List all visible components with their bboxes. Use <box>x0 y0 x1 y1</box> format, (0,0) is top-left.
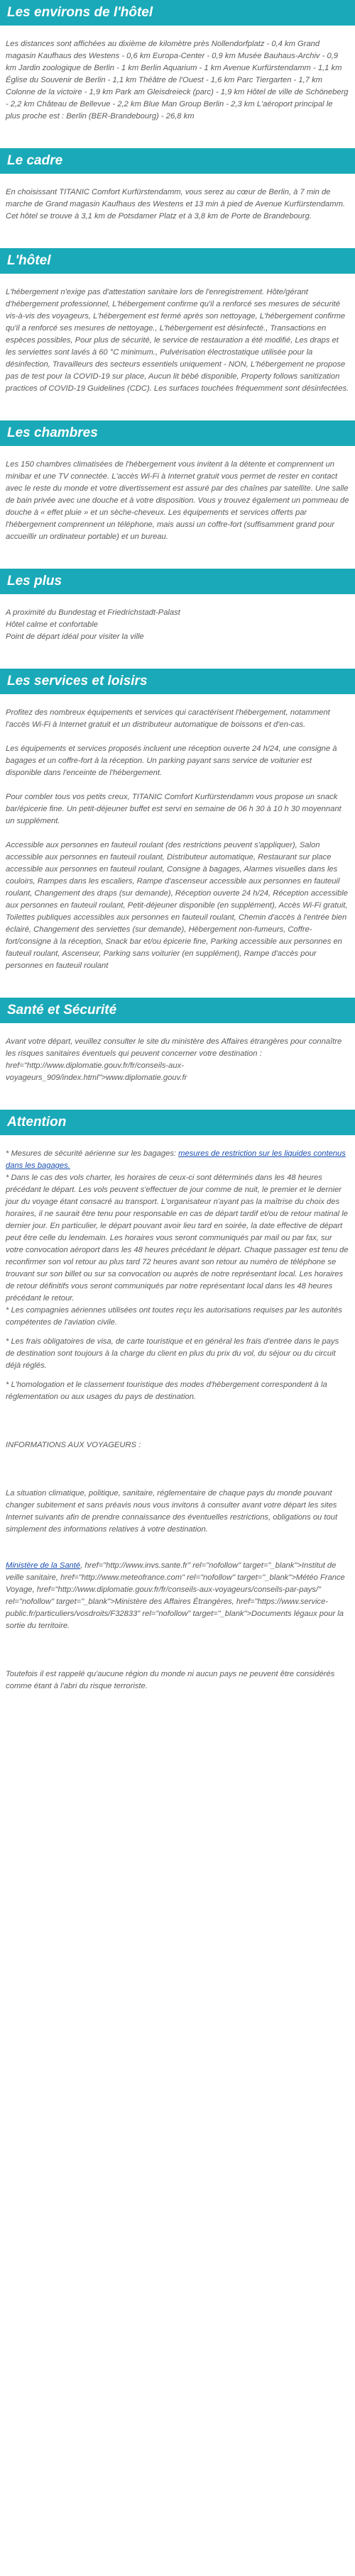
ministere-sante-link[interactable]: Ministère de la Santé <box>6 1561 81 1570</box>
section-title: Santé et Sécurité <box>0 998 355 1023</box>
section-plus <box>0 569 355 669</box>
section-services <box>0 669 355 998</box>
section-cadre <box>0 148 355 248</box>
chambres-text: Les 150 chambres climatisées de l'hébergement vous invitent à la détente et comprennent un minibar et une TV connectée. L'accès Wi-Fi à Internet gratuit vous permet de rester en contact avec le reste du monde et votre divertissement est assuré par des chaînes par satellite. Une salle de bain privée avec une douche et à votre disposition. Vous y trouvez également un pommeau de douche à « effet pluie » et un sèche-cheveux. Les équipements et services offerts par l'hébergement comprennent un téléphone, mais aussi un coffre-fort (suffisamment grand pour accueillir un ordinateur portable) et un bureau. <box>6 460 349 541</box>
services-paragraph: Les équipements et services proposés incluent une réception ouverte 24 h/24, une consigne à bagages et un coffre-fort à la réception. Un parking payant sans service de voiturier est disponible dans l'enceinte de l'hébergement. <box>6 745 337 777</box>
attention-airlines: * Les compagnies aériennes utilisées ont toutes reçu les autorisations requises par les autorités compétentes de l'aviation civile. <box>6 1306 342 1327</box>
environs-text: Les distances sont affichées au dixième de kilomètre près Nollendorfplatz - 0,4 km Grand magasin Kaufhaus des Westens - 0,6 km Europa-Center - 0,9 km Musée Bauhaus-Archiv - 0,9 km Jardin zoologique de Berlin - 1 km Berlin Aquarium - 1 km Avenue Kurfürstendamm - 1,1 km Église du Souvenir de Berlin - 1,1 km Théâtre de l'Ouest - 1,6 km Parc Tiergarten - 1,7 km Colonne de la victoire - 1,9 km Park am Gleisdreieck (parc) - 1,9 km Hôtel de ville de Schöneberg - 2,2 km Château de Bellevue - 2,2 km Blue Man Group Berlin - 2,3 km L'aéroport principal le plus proche est : Berlin (BER-Brandebourg) - 26,8 km <box>6 40 349 121</box>
section-title: Les chambres <box>0 420 355 446</box>
plus-line: A proximité du Bundestag et Friedrichstadt-Palast <box>6 608 180 617</box>
section-environs <box>0 0 355 148</box>
attention-classification: * L'homologation et le classement touristique des modes d'hébergement correspondent à la réglementation ou aux usages du pays de destination. <box>6 1381 327 1401</box>
section-title: Les services et loisirs <box>0 669 355 694</box>
section-chambres <box>0 420 355 569</box>
attention-terrorism: Toutefois il est rappelé qu'aucune région du monde ni aucun pays ne peuvent être considérés comme étant à l'abri du risque terroriste. <box>6 1670 335 1690</box>
section-title: Attention <box>0 1110 355 1135</box>
section-title: Le cadre <box>0 148 355 174</box>
attention-charter: * Dans le cas des vols charter, les horaires de ceux-ci sont déterminés dans les 48 heures précédant le départ. Les vols peuvent s'effectuer de jour comme de nuit, le premier et le dernier jour du voyage étant consacré au transport. L'organisateur n'ayant pas la maîtrise du choix des horaires, il ne saurait être tenu pour responsable en cas de départ tardif et/ou de retour matinal le dernier jour. En particulier, le départ pouvant avoir lieu tard en soirée, la date effective de départ peut être celle du lendemain. Les horaires vous seront communiqués par mail ou par fax, sur votre convocation aéroport dans les 48 heures précédant le départ. Chaque passager est tenu de reconfirmer son vol retour au plus tard 72 heures avant son retour au numéro de téléphone se trouvant sur son billet ou sur sa convocation ou auprès de notre représentant local. Les horaires de retour définitifs vous seront communiqués par notre représentant local dans les 48 heures précédant le retour. <box>6 1173 349 1303</box>
infos-heading: INFORMATIONS AUX VOYAGEURS : <box>6 1441 141 1449</box>
plus-line: Point de départ idéal pour visiter la ville <box>6 632 144 641</box>
services-paragraph: Profitez des nombreux équipements et services qui caractérisent l'hébergement, notamment l'accès Wi-Fi à Internet gratuit et un distributeur automatique de boissons et d'en-cas. <box>6 708 330 729</box>
plus-line: Hôtel calme et confortable <box>6 620 98 629</box>
section-hotel <box>0 248 355 420</box>
hotel-text: L'hébergement n'exige pas d'attestation sanitaire lors de l'enregistrement. Hôte/gérant d'hébergement professionnel, L'hébergement confirme qu'il a renforcé ses mesures de sécurité vis-à-vis des voyageurs, L'hébergement est fermé après son nettoyage, L'hébergement confirme qu'il a renforcé ses mesures de nettoyage., L'hébergement est désinfecté., Transactions en espèces possibles, Pour plus de sécurité, le service de restauration a été modifié, Les draps et les serviettes sont lavés à 60 °C minimum., Pulvérisation électrostatique utilisée pour la désinfection, Travailleurs des secteurs essentiels uniquement - NON, L'hébergement ne propose pas de test pour la COVID-19 sur place, Aucun lit bébé disponible, Property follows sanitization practices of COVID-19 Guidelines (CDC). Les surfaces touchées fréquemment sont désinfectées. <box>6 288 349 393</box>
links-rest: , href="http://www.invs.sante.fr" rel="nofollow" target="_blank">Institut de veille sanitaire, href="http://www.meteofrance.com" rel="nofollow" target="_blank">Météo France Voyage, href="http://www.diplomatie.gouv.fr/fr/conseils-aux-voyageurs/conseils-par-pays/" rel="nofollow" target="_blank">Ministère des Affaires Étrangères, href="https://www.service-public.fr/particuliers/vosdroits/F32833" rel="nofollow" target="_blank">Documents légaux pour la sortie du territoire. <box>6 1561 345 1630</box>
baggage-prefix: * Mesures de sécurité aérienne sur les bagages: <box>6 1149 179 1158</box>
attention-baggage <box>6 1148 349 1172</box>
section-title: Les environs de l'hôtel <box>0 0 355 26</box>
attention-links <box>6 1560 349 1632</box>
services-paragraph: Pour combler tous vos petits creux, TITANIC Comfort Kurfürstendamm vous propose un snack bar/épicerie fine. Un petit-déjeuner buffet est servi en semaine de 06 h 30 à 10 h 30 moyennant un supplément. <box>6 793 342 825</box>
attention-visa: * Les frais obligatoires de visa, de carte touristique et en général les frais d'entrée dans le pays de destination sont toujours à la charge du client en plus du prix du vol, du séjour ou du circuit déjà réglés. <box>6 1337 339 1370</box>
section-sante <box>0 998 355 1110</box>
attention-situation: La situation climatique, politique, sanitaire, réglementaire de chaque pays du monde pouvant changer subitement et sans préavis nous vous invitons à consulter avant votre départ les sites Internet suivants afin de prendre connaissance des éventuelles restrictions, obligations ou tout simplement des informations relatives à votre destination. <box>6 1489 338 1534</box>
liquids-restriction-link[interactable]: mesures de restriction sur les liquides contenus dans les bagages. <box>6 1149 346 1170</box>
services-paragraph: Accessible aux personnes en fauteuil roulant (des restrictions peuvent s'appliquer), Salon accessible aux personnes en fauteuil roulant, Distributeur automatique, Restaurant sur place accessible aux personnes en fauteuil roulant, Consigne à bagages, Alarmes visuelles dans les couloirs, Rampes dans les escaliers, Rampe d'ascenseur accessible aux personnes en fauteuil roulant, Changement des draps (sur demande), Réception ouverte 24 h/24, Réception accessible aux personnes en fauteuil roulant, Petit-déjeuner disponible (en supplément), Accès Wi-Fi gratuit, Toilettes publiques accessibles aux personnes en fauteuil roulant, Chemin d'accès à l'entrée bien éclairé, Changement des serviettes (sur demande), Hébergement non-fumeurs, Coffre-fort/consigne à la réception, Snack bar et/ou épicerie fine, Parking accessible aux personnes en fauteuil roulant, Ascenseur, Parking sans voiturier (en supplément), Rampe d'accès pour personnes en fauteuil roulant <box>6 841 348 970</box>
section-title: L'hôtel <box>0 248 355 274</box>
section-attention <box>0 1110 355 1718</box>
section-title: Les plus <box>0 569 355 594</box>
cadre-text: En choisissant TITANIC Comfort Kurfürstendamm, vous serez au cœur de Berlin, à 7 min de marche de Grand magasin Kaufhaus des Westens et 13 min à pied de Avenue Kurfürstendamm. Cet hôtel se trouve à 3,1 km de Potsdamer Platz et à 3,8 km de Porte de Brandebourg. <box>6 188 346 221</box>
sante-text: Avant votre départ, veuillez consulter le site du ministère des Affaires étrangères pour connaître les risques sanitaires éventuels qui peuvent concerner votre destination : href="http://www.diplomatie.gouv.fr/fr/conseils-aux-voyageurs_909/index.html">www.diplomatie.gouv.fr <box>6 1037 342 1082</box>
